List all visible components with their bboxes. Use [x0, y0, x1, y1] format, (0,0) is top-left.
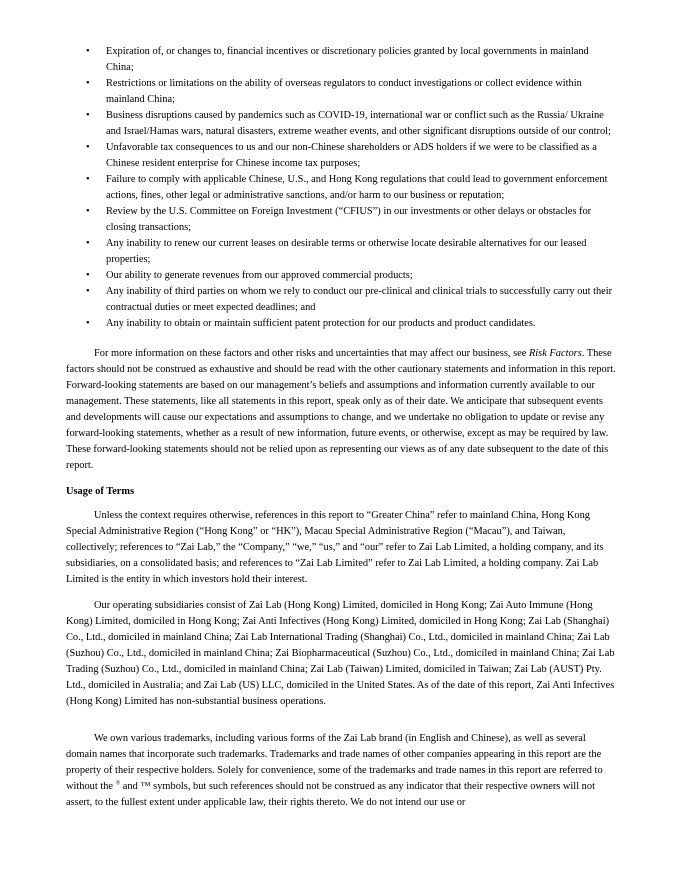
bullet-icon: •	[86, 270, 90, 281]
bullet-item	[86, 316, 618, 332]
bullet-icon: •	[86, 286, 90, 297]
bullet-text: Unfavorable tax consequences to us and our non-Chinese shareholders or ADS holders if we were to be classified as a Chinese resident enterprise for Chinese income tax purposes;	[106, 142, 597, 169]
bullet-item	[86, 108, 618, 140]
bullet-text: Our ability to generate revenues from our approved commercial products;	[106, 270, 413, 281]
bullet-item	[86, 268, 618, 284]
section-heading-usage-of-terms: Usage of Terms	[66, 486, 135, 497]
bullet-icon: •	[86, 318, 90, 329]
bullet-text: Business disruptions caused by pandemics such as COVID-19, international war or conflict such as the Russia/ Ukraine and Israel/Hamas wars, natural disasters, extreme weather events, and other significant disruptions outside of our control;	[106, 110, 611, 137]
bullet-item	[86, 44, 618, 76]
bullet-text: Any inability to obtain or maintain sufficient patent protection for our products and product candidates.	[106, 318, 536, 329]
bullet-item	[86, 76, 618, 108]
bullet-icon: •	[86, 174, 90, 185]
paragraph-trademarks: We own various trademarks, including various forms of the Zai Lab brand (in English and Chinese), as well as several domain names that incorporate such trademarks. Trademarks and trade names of other companies appearing in this report are the property of their respective holders. Solely for convenience, some of the trademarks and trade names in this report are referred to without the ® and ™ symbols, but such references should not be construed as any indicator that their respective owners will not assert, to the fullest extent under applicable law, their rights thereto. We do not intend our use or	[66, 733, 603, 808]
paragraph-operating-subsidiaries: Our operating subsidiaries consist of Zai Lab (Hong Kong) Limited, domiciled in Hong Kong; Zai Auto Immune (Hong Kong) Limited, domiciled in Hong Kong; Zai Anti Infectives (Hong Kong) Limited, domiciled in Hong Kong; Zai Lab (Shanghai) Co., Ltd., domiciled in mainland China; Zai Lab International Trading (Shanghai) Co., Ltd., domiciled in mainland China; Zai Lab (Suzhou) Co., Ltd., domiciled in mainland China; Zai Biopharmaceutical (Suzhou) Co., Ltd., domiciled in mainland China; Zai Lab Trading (Suzhou) Co., Ltd., domiciled in mainland China; Zai Lab (Taiwan) Limited, domiciled in Taiwan; Zai Lab (AUST) Pty. Ltd., domiciled in Australia; and Zai Lab (US) LLC, domiciled in the United States. As of the date of this report, Zai Anti Infectives (Hong Kong) Limited has non-substantial business operations.	[66, 600, 615, 707]
bullet-text: Any inability of third parties on whom we rely to conduct our pre-clinical and clinical trials to successfully carry out their contractual duties or meet expected deadlines; and	[106, 286, 613, 313]
bullet-text: Review by the U.S. Committee on Foreign Investment (“CFIUS”) in our investments or other delays or obstacles for closing transactions;	[106, 206, 592, 233]
bullet-text: Restrictions or limitations on the ability of overseas regulators to conduct investigations or collect evidence within mainland China;	[106, 78, 582, 105]
bullet-icon: •	[86, 238, 90, 249]
bullet-text: Any inability to renew our current leases on desirable terms or otherwise locate desirable alternatives for our leased properties;	[106, 238, 587, 265]
bullet-icon: •	[86, 142, 90, 153]
bullet-text: Failure to comply with applicable Chinese, U.S., and Hong Kong regulations that could lead to government enforcement actions, fines, other legal or administrative sanctions, and/or harm to our business or reputation;	[106, 174, 608, 201]
risk-factors-reference: Risk Factors	[528, 348, 582, 359]
bullet-item	[86, 236, 618, 268]
bullet-item	[86, 140, 618, 172]
bullet-item	[86, 204, 618, 236]
paragraph-usage-of-terms: Unless the context requires otherwise, references in this report to “Greater China” refer to mainland China, Hong Kong Special Administrative Region (“Hong Kong” or “HK”), Macau Special Administrative Region (“Macau”), and Taiwan, collectively; references to “Zai Lab,” the “Company,” “we,” “us,” and “our” refer to Zai Lab Limited, a holding company, and its subsidiaries, on a consolidated basis; and references to “Zai Lab Limited” refer to Zai Lab Limited, a holding company. Zai Lab Limited is the entity in which investors hold their interest.	[66, 510, 604, 585]
bullet-icon: •	[86, 206, 90, 217]
bullet-icon: •	[86, 78, 90, 89]
bullet-icon: •	[86, 46, 90, 57]
bullet-text: Expiration of, or changes to, financial incentives or discretionary policies granted by local governments in mainland China;	[106, 46, 589, 73]
paragraph-risk-factors: For more information on these factors and other risks and uncertainties that may affect our business, see Risk Factors. These factors should not be construed as exhaustive and should be read with the other cautionary statements and information in this report. Forward-looking statements are based on our management’s beliefs and assumptions and information currently available to our management. These statements, like all statements in this report, speak only as of their date. We anticipate that subsequent events and developments will cause our expectations and assumptions to change, and we undertake no obligation to update or revise any forward-looking statements, whether as a result of new information, future events, or otherwise, except as may be required by law. These forward-looking statements should not be relied upon as representing our views as of any date subsequent to the date of this report.	[66, 348, 616, 471]
bullet-icon: •	[86, 110, 90, 121]
risk-bullet-list	[86, 44, 618, 332]
registered-trademark-symbol: ®	[115, 780, 121, 787]
bullet-item	[86, 284, 618, 316]
bullet-item	[86, 172, 618, 204]
